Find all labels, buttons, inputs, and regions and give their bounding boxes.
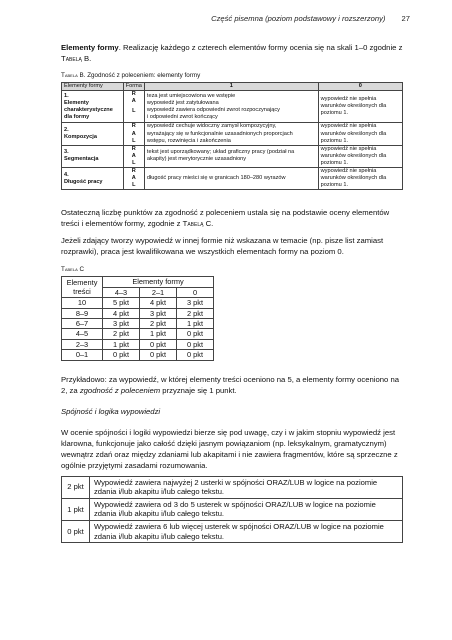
description-line: akapity) jest merytorycznie uzasadniony (146, 156, 247, 163)
category-name: Kompozycja (64, 134, 97, 141)
table-b-row (62, 168, 403, 190)
zero-line: wypowiedź nie spełnia (320, 145, 377, 152)
table-c-cell: 8–9 (62, 308, 103, 318)
table-c-cell: 2 pkt (103, 329, 140, 339)
zero-line: poziomu 1. (320, 110, 349, 117)
description-line: i odpowiedni zwrot kończący (146, 113, 218, 120)
table-b-letters (123, 168, 144, 190)
table-c-cell: 2 pkt (177, 308, 214, 318)
zero-line: wypowiedź nie spełnia (320, 168, 377, 175)
points-table (61, 476, 403, 544)
table-b-row (62, 91, 403, 123)
table-c-cell: 3 pkt (177, 298, 214, 308)
table-c-row (62, 350, 214, 360)
letter-r: R (131, 91, 136, 98)
letter-l: L (132, 182, 136, 189)
letter-r: R (131, 123, 136, 130)
table-c-cell: 6–7 (62, 318, 103, 328)
points-description: Wypowiedź zawiera 6 lub więcej usterek w spójności ORAZ/LUB w logice na poziomie zdania i/lub akapitu i/lub całego tekstu. (90, 520, 403, 542)
table-c-cell: 5 pkt (103, 298, 140, 308)
table-b-caption (61, 70, 403, 81)
table-c-cell: 4 pkt (103, 308, 140, 318)
description-line: tekst jest uporządkowany; układ graficzny pracy (podział na (146, 149, 295, 156)
category-name: Elementy (64, 99, 89, 106)
table-c-cell: 1 pkt (140, 329, 177, 339)
table-c-cell: 0 pkt (177, 350, 214, 360)
category-name: Segmentacja (64, 156, 99, 163)
table-c-header: Elementy (62, 277, 103, 287)
letter-r: R (131, 168, 136, 175)
table-b-header-row (62, 83, 403, 91)
table-b (61, 82, 403, 190)
table-c-subheader-row (62, 287, 214, 297)
table-b-header: Forma (123, 83, 144, 91)
description-line: wypowiedź jest zatytułowana (146, 99, 219, 106)
table-c-cell: 2–3 (62, 339, 103, 349)
table-c-cell: 1 pkt (177, 318, 214, 328)
zero-line: poziomu 1. (320, 137, 349, 144)
example-italic: zgodność z poleceniem (79, 385, 161, 395)
zero-line: wypowiedź nie spełnia (320, 96, 377, 103)
table-c-row (62, 318, 214, 328)
points-value: 1 pkt (62, 498, 90, 520)
table-c-cell: 0 pkt (103, 350, 140, 360)
table-c-group-header: Elementy formy (103, 277, 214, 287)
zero-line: wypowiedź nie spełnia (320, 123, 377, 130)
table-b-zero (318, 145, 402, 167)
letter-l: L (132, 137, 136, 144)
table-b-category (62, 145, 124, 167)
table-b-zero (318, 123, 402, 145)
intro-bold: Elementy formy (61, 43, 119, 52)
table-c-cell: 3 pkt (103, 318, 140, 328)
description-line: wypowiedź cechuje widoczny zamysł kompozycyjny, (146, 123, 277, 130)
page-header (211, 14, 410, 23)
table-b-header: 1 (144, 83, 318, 91)
zero-line: warunków określonych dla (320, 175, 387, 182)
table-b-description (144, 123, 318, 145)
header-title: Część pisemna (poziom podstawowy i rozszerzony) (211, 14, 386, 23)
final-score-paragraph (61, 207, 403, 229)
table-c-header-row (62, 277, 214, 287)
category-name: dla formy (64, 113, 90, 120)
category-number: 1. (64, 92, 69, 99)
table-b-zero (318, 168, 402, 190)
table-b-description (144, 145, 318, 167)
table-c-cell: 2 pkt (140, 318, 177, 328)
table-c-header: treści (62, 287, 103, 297)
letter-a: A (131, 130, 136, 137)
table-c-cell: 0 pkt (177, 329, 214, 339)
table-b-description (144, 91, 318, 123)
intro-ref: Tabelą (61, 54, 82, 63)
final-text: Ostateczną liczbę punktów za zgodność z poleceniem ustala się na podstawie oceny elementów treści i elementów formy, zgodnie z (61, 208, 390, 229)
table-b-caption-prefix: Tabela (61, 72, 78, 79)
letter-a: A (131, 152, 136, 159)
table-c-row (62, 329, 214, 339)
description-line: wstępu, rozwinięcia i zakończenia (146, 137, 231, 144)
table-c-cell: 0 pkt (177, 339, 214, 349)
letter-r: R (131, 145, 136, 152)
description-line: teza jest umiejscowiona we wstępie (146, 92, 236, 99)
table-b-row (62, 145, 403, 167)
example-text-end: przyznaje się 1 punkt. (160, 385, 237, 395)
points-row (62, 498, 403, 520)
table-b-category (62, 123, 124, 145)
points-row (62, 520, 403, 542)
table-b-header: Elementy formy (62, 83, 124, 91)
letter-a: A (131, 175, 136, 182)
table-b-category (62, 168, 124, 190)
zero-line: warunków określonych dla (320, 130, 387, 137)
letter-l: L (132, 108, 136, 115)
table-b-description (144, 168, 318, 190)
intro-text-end: B. (81, 54, 92, 63)
table-b-row (62, 123, 403, 145)
intro-paragraph (61, 42, 403, 64)
zero-line: warunków określonych dla (320, 103, 387, 110)
table-c-subheader: 0 (177, 287, 214, 297)
letter-a: A (131, 98, 136, 105)
table-b-letters (123, 91, 144, 123)
table-b-header: 0 (318, 83, 402, 91)
table-c-cell: 1 pkt (103, 339, 140, 349)
table-c-caption: Tabela C (61, 266, 85, 274)
table-c-cell: 3 pkt (140, 308, 177, 318)
table-b-zero (318, 91, 402, 123)
table-c-subheader: 4–3 (103, 287, 140, 297)
page-number: 27 (401, 14, 410, 23)
section-paragraph: W ocenie spójności i logiki wypowiedzi bierze się pod uwagę, czy i w jakim stopniu wypowiedź jest klarowna, funkcjonuje jako całość dzięki jasnym powiązaniom (np. leksykalnym, gramatycznym) wewnątrz zdań oraz między zdaniami lub akapitami i nie zawiera fragmentów, które są sprzeczne z ogólnie przyjętymi zasadami rozumowania. (61, 427, 398, 470)
zero-line: poziomu 1. (320, 159, 349, 166)
table-c-cell: 10 (62, 298, 103, 308)
category-name: Długość pracy (64, 178, 103, 185)
page-content (61, 42, 403, 543)
section-title: Spójność i logika wypowiedzi (61, 406, 161, 416)
description-line: wyrażający się w funkcjonalnie uzasadnionych proporcjach (146, 130, 293, 137)
points-description: Wypowiedź zawiera od 3 do 5 usterek w spójności ORAZ/LUB w logice na poziomie zdania i/lub akapitu i/lub całego tekstu. (90, 498, 403, 520)
table-b-letters (123, 145, 144, 167)
points-row (62, 476, 403, 498)
category-number: 3. (64, 149, 69, 156)
letter-l: L (132, 159, 136, 166)
example-text: Przykładowo: za wypowiedź, w której elementy treści oceniono na 5, a elementy formy oceniono na 2, za (61, 374, 399, 395)
table-c-cell: 0 pkt (140, 339, 177, 349)
table-b-letters (123, 123, 144, 145)
zero-line: warunków określonych dla (320, 152, 387, 159)
table-c-cell: 4 pkt (140, 298, 177, 308)
table-b-caption-text: B. Zgodność z poleceniem: elementy formy (77, 72, 201, 79)
table-c (61, 276, 214, 360)
level0-paragraph: Jeżeli zdający tworzy wypowiedź w innej formie niż wskazana w temacie (np. pisze list zamiast rozprawki), praca jest kwalifikowana we wszystkich elementach formy na poziom 0. (61, 236, 384, 257)
table-c-row (62, 308, 214, 318)
category-name: charakterystyczne (64, 106, 113, 113)
table-c-subheader: 2–1 (140, 287, 177, 297)
table-c-cell: 0–1 (62, 350, 103, 360)
intro-text: . Realizację każdego z czterech elementów formy ocenia się na skali 1–0 zgodnie z (118, 43, 403, 52)
category-number: 4. (64, 171, 69, 178)
example-paragraph (61, 374, 403, 396)
table-c-cell: 0 pkt (140, 350, 177, 360)
description-line: długość pracy mieści się w granicach 180–280 wyrazów (146, 175, 286, 182)
points-value: 2 pkt (62, 476, 90, 498)
points-description: Wypowiedź zawiera najwyżej 2 usterki w spójności ORAZ/LUB w logice na poziomie zdania i/lub akapitu i/lub całego tekstu. (90, 476, 403, 498)
category-number: 2. (64, 127, 69, 134)
final-ref: Tabelą (182, 219, 204, 229)
table-c-cell: 4–5 (62, 329, 103, 339)
table-c-row (62, 339, 214, 349)
zero-line: poziomu 1. (320, 182, 349, 189)
description-line: wypowiedź zawiera odpowiedni zwrot rozpoczynający (146, 106, 280, 113)
final-text-end: C. (203, 219, 214, 229)
points-value: 0 pkt (62, 520, 90, 542)
table-c-row (62, 298, 214, 308)
table-b-category (62, 91, 124, 123)
